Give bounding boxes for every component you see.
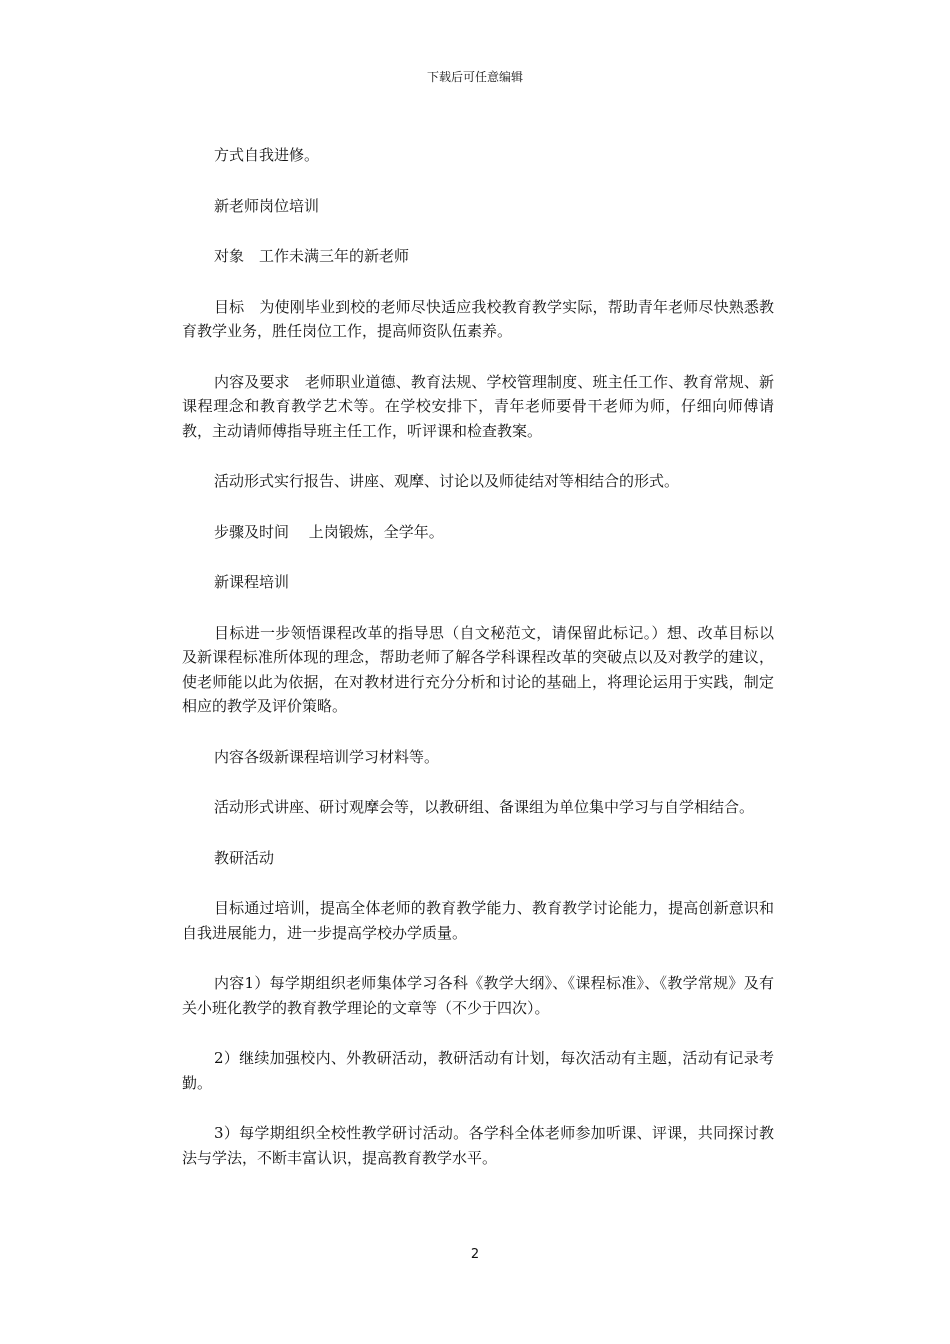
heading-teaching-research: 教研活动 <box>214 848 275 867</box>
paragraph-steps-time: 步骤及时间 上岗锻炼，全学年。 <box>214 522 444 541</box>
paragraph-research-goal: 目标通过培训，提高全体老师的教育教学能力、教育教学讨论能力，提高创新意识和自我进展能力，进一步提高学校办学质量。 <box>182 899 774 942</box>
page-number: 2 <box>470 1247 480 1262</box>
paragraph-research-content-3: 3）每学期组织全校性教学研讨活动。各学科全体老师参加听课、评课，共同探讨教法与学法，不断丰富认识，提高教育教学水平。 <box>182 1124 774 1167</box>
paragraph-research-content-1: 内容1）每学期组织老师集体学习各科《教学大纲》、《课程标准》、《教学常规》及有关小班化教学的教育教学理论的文章等（不少于四次）。 <box>182 974 774 1017</box>
paragraph-activity-format: 活动形式实行报告、讲座、观摩、讨论以及师徒结对等相结合的形式。 <box>214 472 680 490</box>
paragraph-research-content-2: 2）继续加强校内、外教研活动，教研活动有计划，每次活动有主题，活动有记录考勤。 <box>182 1049 774 1092</box>
heading-new-curriculum-training: 新课程培训 <box>214 573 290 591</box>
paragraph-self-study-end: 方式自我进修。 <box>214 146 320 164</box>
page-header: 下载后可任意编辑 <box>426 70 523 84</box>
document-body <box>182 143 774 1196</box>
paragraph-target-audience: 对象 工作未满三年的新老师 <box>214 247 410 265</box>
paragraph-content-requirements: 内容及要求 老师职业道德、教育法规、学校管理制度、班主任工作、教育常规、新课程理念和教育教学艺术等。在学校安排下，青年老师要骨干老师为师，仔细向师傅请教，主动请师傅指导班主任工作，听评课和检查教案。 <box>182 372 774 440</box>
paragraph-curriculum-goal: 目标进一步领悟课程改革的指导思（自文秘范文，请保留此标记。）想、改革目标以及新课程标准所体现的理念，帮助老师了解各学科课程改革的突破点以及对教学的建议，使老师能以此为依据，在对教材进行充分分析和讨论的基础上，将理论运用于实践，制定相应的教学及评价策略。 <box>182 623 774 715</box>
heading-new-teacher-training: 新老师岗位培训 <box>214 196 320 215</box>
paragraph-curriculum-format: 活动形式讲座、研讨观摩会等，以教研组、备课组为单位集中学习与自学相结合。 <box>214 798 755 816</box>
paragraph-curriculum-content: 内容各级新课程培训学习材料等。 <box>214 747 440 766</box>
paragraph-goal: 目标 为使刚毕业到校的老师尽快适应我校教育教学实际，帮助青年老师尽快熟悉教育教学业务，胜任岗位工作，提高师资队伍素养。 <box>182 297 774 340</box>
